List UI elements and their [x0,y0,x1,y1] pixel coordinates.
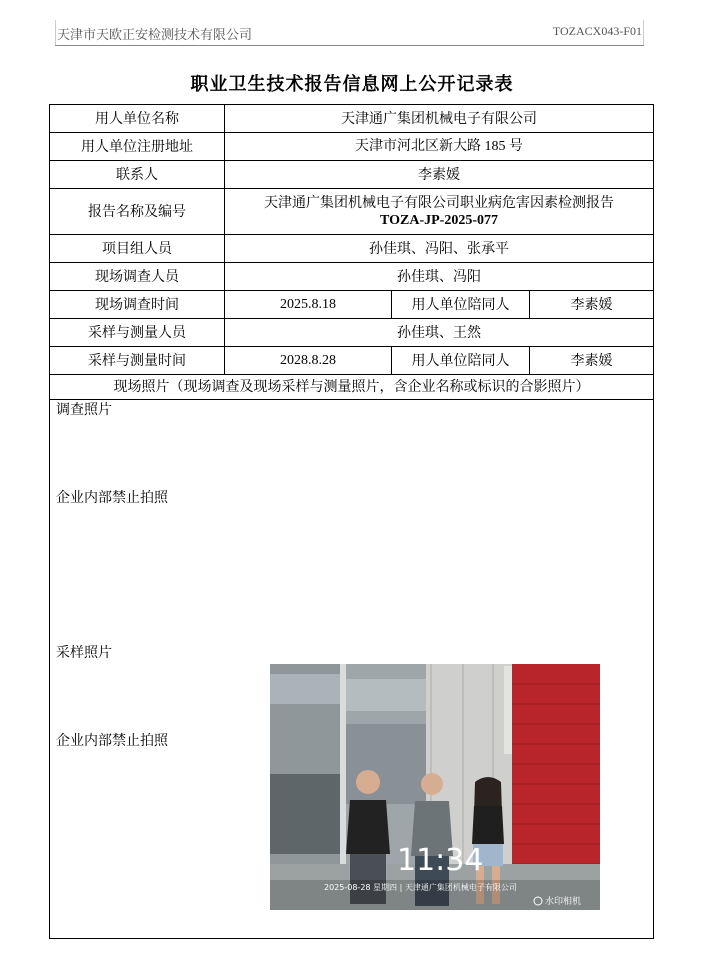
row-sampling-staff [50,319,654,347]
header-company: 天津市天欧正安检测技术有限公司 [57,28,253,43]
header-doc-code: TOZACX043-F01 [552,24,642,38]
label-project-members: 项目组人员 [50,235,225,263]
row-photo-section [50,375,654,400]
header-divider [55,45,644,46]
photo-overlay-brand: 水印相机 [545,897,582,907]
row-survey-staff [50,263,654,291]
label-sampling-staff: 采样与测量人员 [50,319,225,347]
header-tick-right [643,20,644,45]
value-unit-name: 天津通广集团机械电子有限公司 [225,105,654,133]
row-report [50,189,654,235]
survey-photo-note: 企业内部禁止拍照 [56,490,168,506]
value-project-members: 孙佳琪、冯阳、张承平 [225,235,654,263]
row-survey-time [50,291,654,319]
label-survey-staff: 现场调查人员 [50,263,225,291]
row-unit-address [50,133,654,161]
sampling-group-photo [270,664,600,910]
value-survey-time: 2025.8.18 [225,291,392,319]
label-survey-companion: 用人单位陪同人 [392,291,530,319]
value-contact: 李素媛 [225,161,654,189]
row-photos [50,400,654,939]
value-unit-address: 天津市河北区新大路 185 号 [225,133,654,161]
report-name: 天津通广集团机械电子有限公司职业病危害因素检测报告 [264,194,615,211]
photo-section-label: 现场照片（现场调查及现场采样与测量照片，含企业名称或标识的合影照片） [50,375,654,400]
row-sampling-time [50,347,654,375]
label-sampling-companion: 用人单位陪同人 [392,347,530,375]
survey-photo-label: 调查照片 [56,402,112,418]
label-sampling-time: 采样与测量时间 [50,347,225,375]
value-sampling-time: 2028.8.28 [225,347,392,375]
header-tick-left [55,20,56,45]
sampling-photo-label: 采样照片 [56,645,112,661]
label-unit-address: 用人单位注册地址 [50,133,225,161]
label-unit-name: 用人单位名称 [50,105,225,133]
value-report [225,189,654,235]
group-photo-illustration [270,664,600,910]
sampling-photo-note: 企业内部禁止拍照 [56,733,168,749]
row-contact [50,161,654,189]
label-report: 报告名称及编号 [50,189,225,235]
value-sampling-companion: 李素媛 [530,347,654,375]
photo-overlay-caption: 2025-08-28 星期四 | 天津通广集团机械电子有限公司 [324,883,517,892]
report-code: TOZA-JP-2025-077 [380,212,498,228]
page-title: 职业卫生技术报告信息网上公开记录表 [190,74,514,95]
record-table [49,104,654,939]
label-contact: 联系人 [50,161,225,189]
value-survey-staff: 孙佳琪、冯阳 [225,263,654,291]
value-sampling-staff: 孙佳琪、王然 [225,319,654,347]
photo-overlay-time: 11:34 [397,843,484,878]
photo-area [50,400,654,939]
row-unit-name [50,105,654,133]
row-project-members [50,235,654,263]
label-survey-time: 现场调查时间 [50,291,225,319]
value-survey-companion: 李素媛 [530,291,654,319]
